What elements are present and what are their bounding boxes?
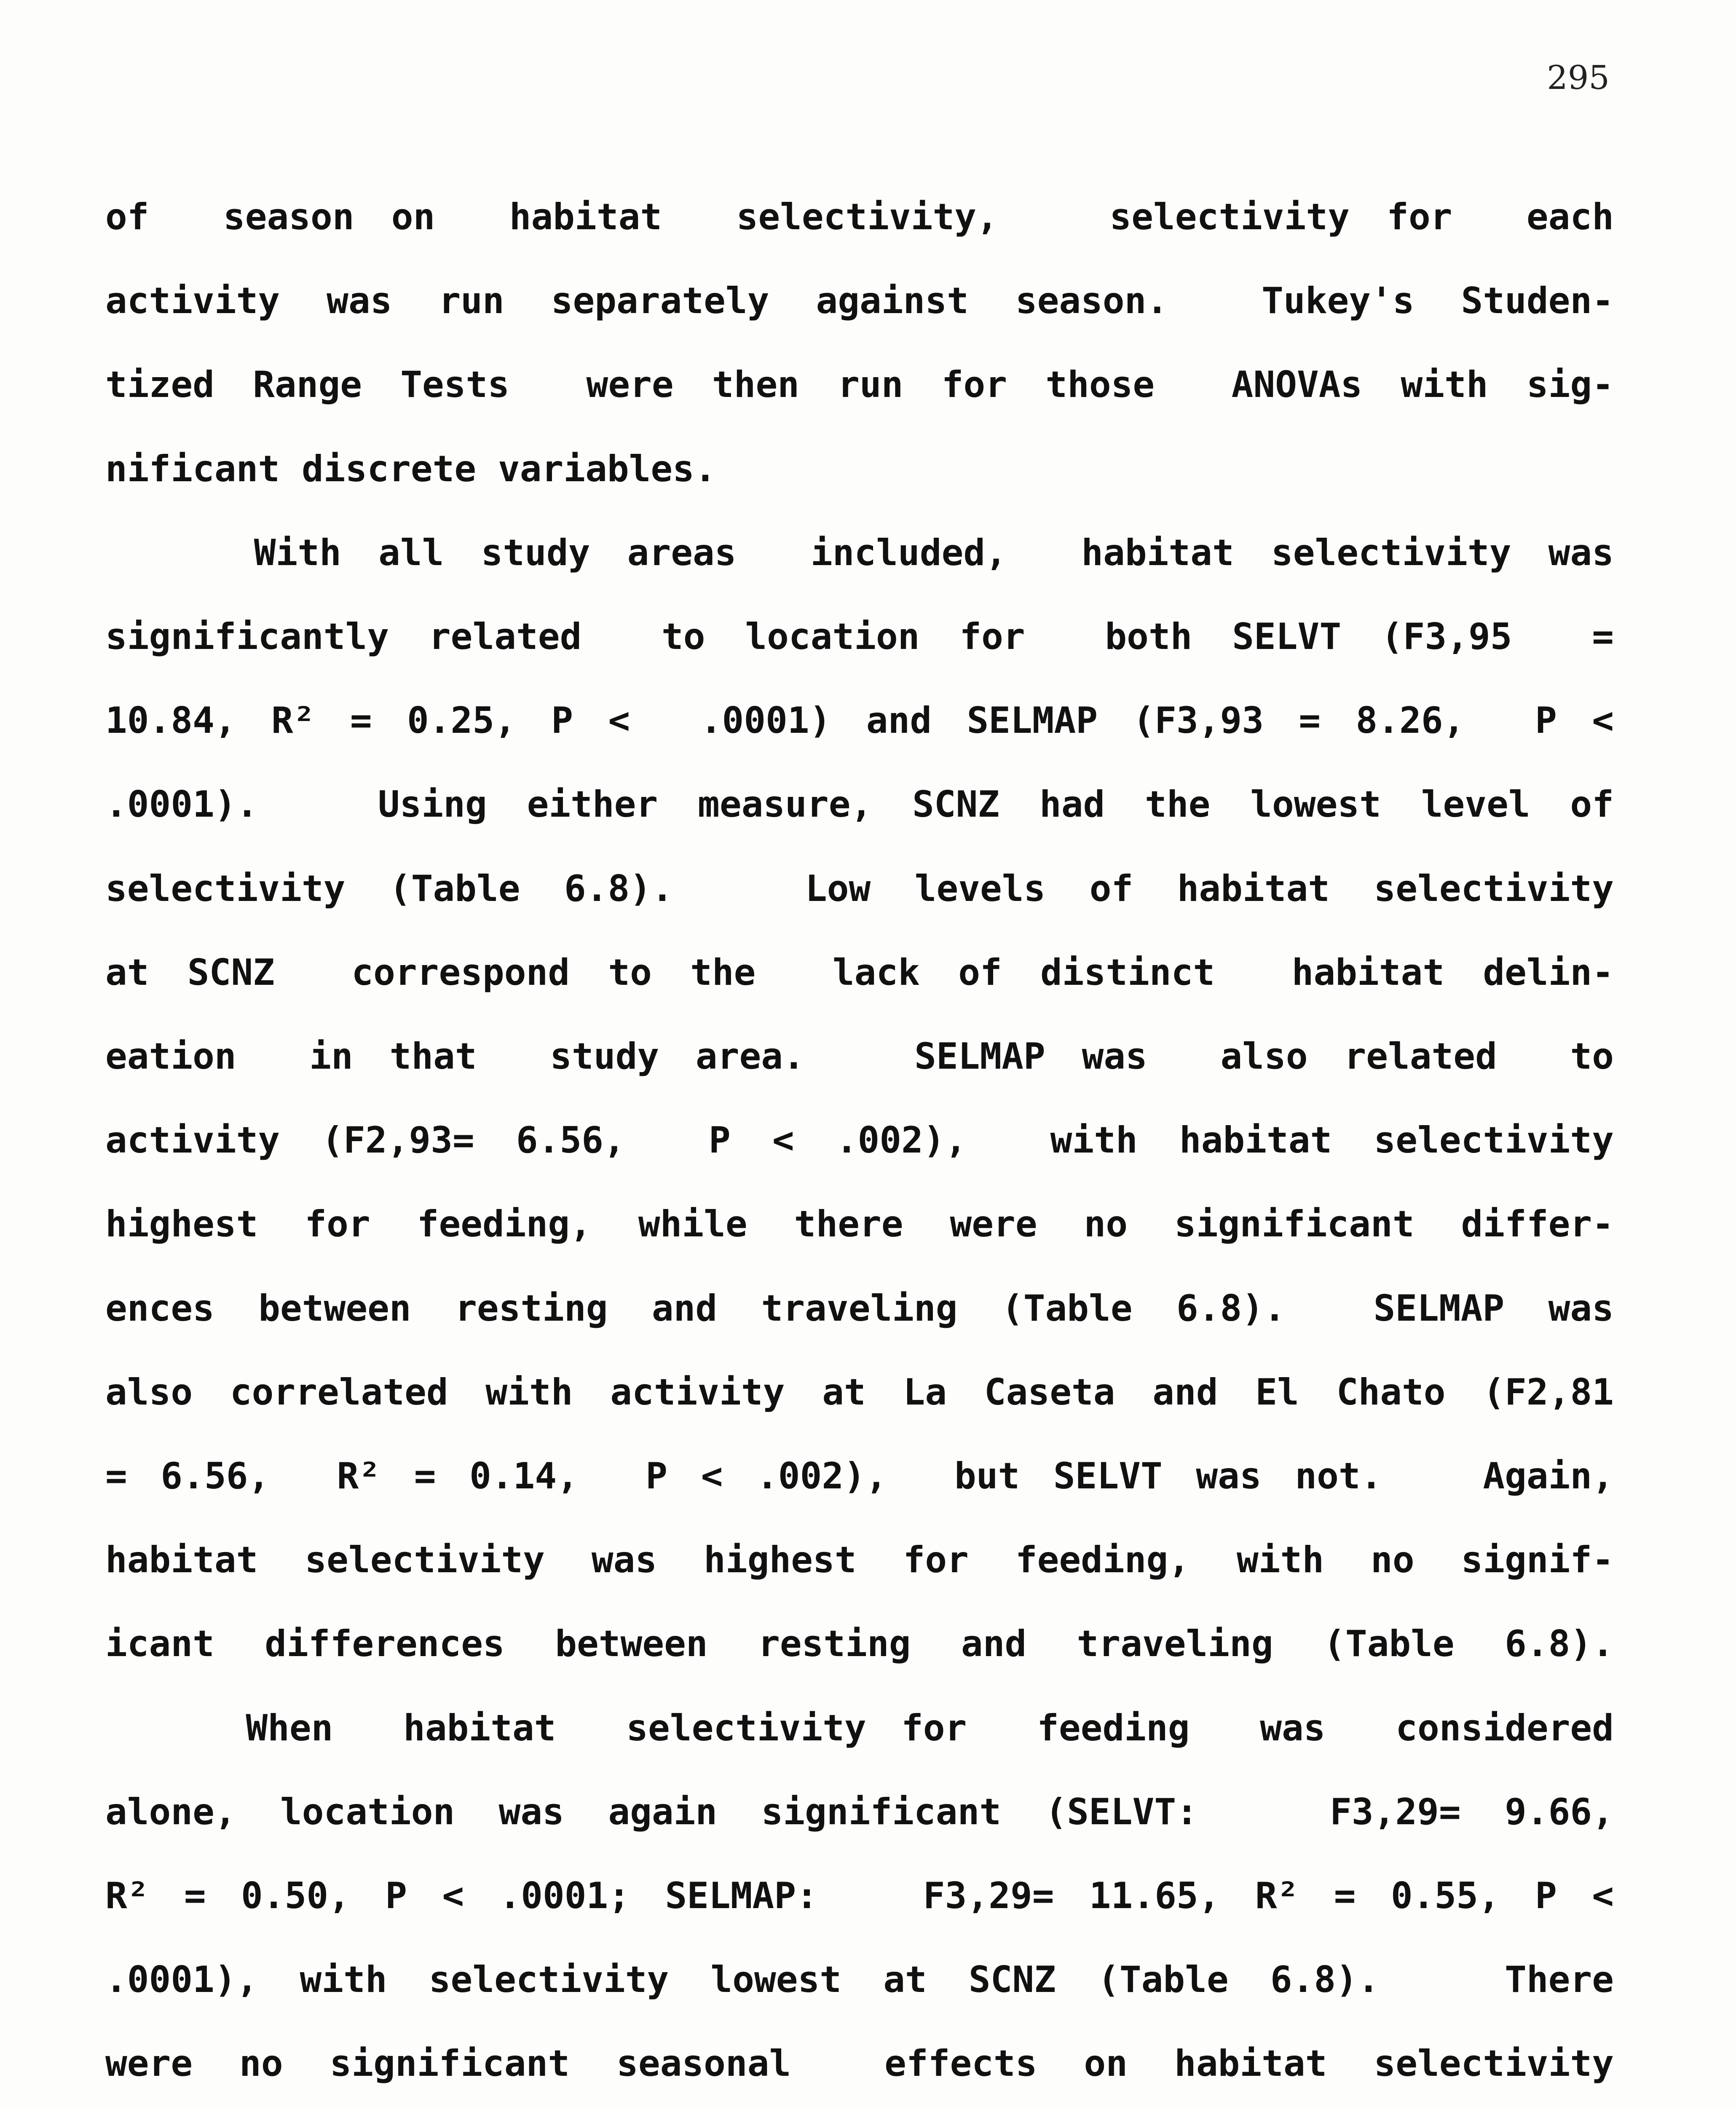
text-line: When habitat selectivity for feeding was considered	[105, 1707, 1614, 1749]
text-line: highest for feeding, while there were no significant differ-	[105, 1203, 1614, 1246]
text-line: ences between resting and traveling (Table 6.8). SELMAP was	[105, 1287, 1614, 1330]
text-line: at SCNZ correspond to the lack of distinct habitat delin-	[105, 951, 1614, 994]
text-line: activity (F2,93= 6.56, P < .002), with habitat selectivity	[105, 1119, 1614, 1162]
text-line: R² = 0.50, P < .0001; SELMAP: F3,29= 11.65, R² = 0.55, P <	[105, 1875, 1614, 1917]
text-line: tized Range Tests were then run for those ANOVAs with sig-	[105, 364, 1614, 406]
text-line: icant differences between resting and traveling (Table 6.8).	[105, 1623, 1614, 1665]
text-line: alone, location was again significant (SELVT: F3,29= 9.66,	[105, 1791, 1614, 1833]
text-line: With all study areas included, habitat selectivity was	[105, 531, 1614, 574]
text-line: significantly related to location for both SELVT (F3,95 =	[105, 616, 1614, 658]
text-line: habitat selectivity was highest for feeding, with no signif-	[105, 1539, 1614, 1582]
text-line: were no significant seasonal effects on habitat selectivity	[105, 2043, 1614, 2085]
text-line: of season on habitat selectivity, selectivity for each	[105, 196, 1614, 238]
text-line: = 6.56, R² = 0.14, P < .002), but SELVT was not. Again,	[105, 1455, 1614, 1497]
text-line: also correlated with activity at La Caseta and El Chato (F2,81	[105, 1371, 1614, 1413]
text-line: nificant discrete variables.	[105, 448, 716, 490]
text-line: .0001). Using either measure, SCNZ had the lowest level of	[105, 783, 1614, 826]
text-line: 10.84, R² = 0.25, P < .0001) and SELMAP (F3,93 = 8.26, P <	[105, 700, 1614, 742]
page-number: 295	[1547, 59, 1610, 97]
text-line: selectivity (Table 6.8). Low levels of habitat selectivity	[105, 867, 1614, 910]
text-line: activity was run separately against season. Tukey's Studen-	[105, 280, 1614, 322]
text-line: .0001), with selectivity lowest at SCNZ (Table 6.8). There	[105, 1959, 1614, 2001]
text-line: eation in that study area. SELMAP was also related to	[105, 1035, 1614, 1078]
